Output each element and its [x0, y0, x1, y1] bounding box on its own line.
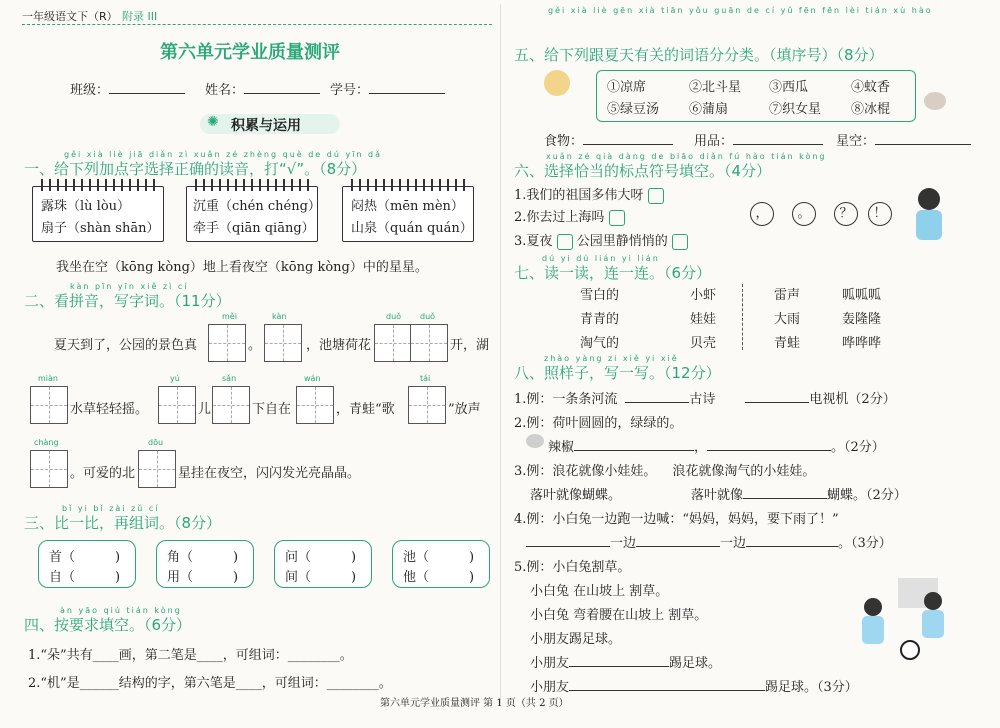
s8-q2-blank-2[interactable] [707, 450, 831, 451]
s2-py-duo1: duǒ [386, 312, 402, 321]
s8-q3-blank[interactable] [743, 498, 827, 499]
s3-card-1-close-1: ) [115, 550, 121, 565]
s3-card-3-close-1: ) [351, 550, 357, 565]
page-title: 第六单元学业质量测评 [160, 42, 340, 63]
s8-q3c: 落叶就像蝴蝶。 [530, 488, 622, 503]
s1-card-2-line-1[interactable]: 沉重（chén chéng） [193, 199, 321, 214]
s8-q5-blank-2[interactable] [569, 690, 765, 691]
id-field [330, 79, 445, 98]
s8-q2c: ， [694, 440, 708, 455]
s5-title: 五、给下列跟夏天有关的词语分分类。（填序号）（8分） [514, 46, 884, 64]
s8-title: 八、照样子，写一写。（12分） [514, 364, 721, 382]
chili-icon [526, 434, 544, 448]
s8-q3b: 浪花就像淘气的小娃娃。 [672, 464, 816, 479]
s7-left-3a[interactable]: 淘气的 [580, 336, 620, 351]
soccer-ball-icon [900, 640, 920, 660]
sun-icon: ✺ [207, 114, 219, 130]
s8-pinyin: zhào yàng zi xiě yi xiě [544, 354, 679, 363]
s6-q3-box-1[interactable] [557, 234, 573, 250]
s8-q5c: 小朋友踢足球。 [530, 632, 622, 647]
s1-card-3 [342, 186, 474, 242]
s6-mark-period: 。 [792, 202, 816, 226]
s2-text-2c: 下自在 [252, 402, 292, 417]
s2-py-dou: dōu [148, 438, 164, 447]
s8-q3e: 蝴蝶。（2分） [827, 488, 907, 503]
s7-left-2b[interactable]: 娃娃 [690, 312, 717, 327]
s6-q3b: 公园里静悄悄的 [576, 234, 668, 249]
s5-opt-7: ⑦织女星 [769, 102, 822, 117]
s7-right-1a[interactable]: 雷声 [774, 288, 801, 303]
s8-q3d: 落叶就像 [691, 488, 744, 503]
s2-box-tai[interactable] [408, 386, 446, 424]
s1-card-2 [186, 186, 321, 242]
s8-q5-blank-1[interactable] [569, 666, 669, 667]
s6-q2: 2.你去过上海吗 [514, 210, 605, 225]
s3-card-4-close-1: ) [469, 550, 475, 565]
subhead: 积累与运用 [231, 118, 301, 134]
s2-pinyin: kàn pīn yīn xiě zì cí [70, 282, 189, 291]
s8-q5f: 小朋友 [530, 680, 570, 695]
s8-q4-blank-2[interactable] [636, 546, 720, 547]
s8-q1-blank-1[interactable] [625, 402, 689, 403]
s2-py-wan: wán [304, 374, 321, 383]
s5-opt-3: ③西瓜 [769, 80, 809, 95]
s2-py-duo2: duǒ [420, 312, 436, 321]
s3-title: 三、比一比，再组词。（8分） [24, 514, 222, 532]
class-blank[interactable] [109, 93, 185, 94]
s5-opt-4: ④蚊香 [851, 80, 891, 95]
s4-title: 四、按要求填空。（6分） [24, 616, 192, 634]
footer: 第六单元学业质量测评 第 1 页（共 2 页） [380, 698, 569, 709]
boy-illustration-body [916, 210, 942, 240]
s3-card-1-line-2: 自（ [49, 570, 76, 585]
s2-text-1b: 。 [248, 338, 262, 353]
header-divider [22, 24, 492, 25]
s7-pinyin: dú yi dú lián yi lián [542, 254, 660, 263]
s2-box-dou[interactable] [138, 450, 176, 488]
s8-q5d: 小朋友 [530, 656, 570, 671]
s7-right-3a[interactable]: 青蛙 [774, 336, 801, 351]
s2-box-san[interactable] [212, 386, 250, 424]
s8-q5g: 踢足球。（3分） [765, 680, 858, 695]
s5-label-stars: 星空： [836, 134, 876, 149]
s2-box-mei[interactable] [208, 324, 246, 362]
s1-card-1-line-1[interactable]: 露珠（lù lòu） [41, 199, 131, 214]
s8-q4d: 。（3分） [838, 536, 892, 551]
s2-box-chang[interactable] [30, 450, 68, 488]
s2-box-duo2[interactable] [410, 324, 448, 362]
s1-card-3-line-2[interactable]: 山泉（quán quán） [351, 221, 473, 236]
s8-q4a: 4.例：小白兔一边跑一边喊：“妈妈，妈妈，要下雨了！” [514, 512, 839, 527]
s1-line[interactable]: 我坐在空（kōng kòng）地上看夜空（kōng kòng）中的星星。 [56, 260, 428, 275]
s3-card-4-close-2: ) [469, 570, 475, 585]
s5-label-food: 食物： [544, 134, 584, 149]
soccer-illustration [858, 578, 968, 668]
s8-q2d: 。（2分） [831, 440, 885, 455]
s5-opt-2: ②北斗星 [689, 80, 742, 95]
s3-pinyin: bǐ yi bǐ zài zǔ cí [62, 504, 160, 513]
s5-pinyin: gěi xià liè gēn xià tiān yǒu guān de cí yǔ fēn fēn lèi tián xù hào [548, 6, 933, 15]
s6-mark-comma: ， [750, 202, 774, 226]
s2-box-wan[interactable] [296, 386, 334, 424]
s8-q4-blank-1[interactable] [526, 546, 610, 547]
s2-py-yu: yú [170, 374, 180, 383]
s2-text-3b: 星挂在夜空，闪闪发光亮晶晶。 [178, 466, 361, 481]
s5-blank-food[interactable] [583, 144, 673, 145]
critter-illustration [924, 92, 946, 110]
s5-label-goods: 用品： [694, 134, 734, 149]
s2-box-yu[interactable] [158, 386, 196, 424]
s2-text-2e: ”放声 [448, 402, 481, 417]
s6-pinyin: xuǎn zé qià dàng de biāo diǎn fú hào tián kòng [546, 152, 827, 161]
name-blank[interactable] [244, 93, 320, 94]
s6-mark-exclaim: ！ [868, 202, 892, 226]
s6-q2-box[interactable] [609, 210, 625, 226]
s7-left-2a[interactable]: 青青的 [580, 312, 620, 327]
sun-illustration [544, 70, 570, 96]
name-label: 姓名： [205, 83, 245, 98]
s2-py-mei: měi [222, 312, 237, 321]
id-blank[interactable] [369, 93, 445, 94]
s2-text-1a: 夏天到了，公园的景色真 [54, 338, 198, 353]
class-label: 班级： [70, 83, 110, 98]
s8-q4c: 一边 [720, 536, 747, 551]
s3-card-3-close-2: ) [351, 570, 357, 585]
s5-opt-1: ①凉席 [607, 80, 647, 95]
s1-card-2-line-2[interactable]: 牵手（qiān qiāng） [193, 221, 315, 236]
s2-text-1d: 开，湖 [450, 338, 490, 353]
s2-text-2a: 水草轻轻摇。 [70, 402, 149, 417]
s6-mark-question: ？ [834, 202, 858, 226]
s8-q5b: 小白兔 弯着腰在山坡上 割草。 [530, 608, 708, 623]
s7-left-3b[interactable]: 贝壳 [690, 336, 717, 351]
s2-box-kan[interactable] [264, 324, 302, 362]
s2-text-3a: 。可爱的北 [70, 466, 136, 481]
s7-right-2a[interactable]: 大雨 [774, 312, 801, 327]
s4-q1[interactable]: 1.“朵”共有____画，第二笔是____，可组词：________。 [28, 648, 353, 663]
s8-q1-blank-2[interactable] [745, 402, 809, 403]
s2-text-2b: 儿 [198, 402, 212, 417]
s2-text-1c: ，池塘荷花 [306, 338, 372, 353]
s8-q1b: 古诗 [689, 392, 716, 407]
s6-q3-box-2[interactable] [672, 234, 688, 250]
s8-q5a: 小白兔 在山坡上 割草。 [530, 584, 669, 599]
s3-card-1-close-2: ) [115, 570, 121, 585]
s3-card-2-close-2: ) [233, 570, 239, 585]
s7-title: 七、读一读，连一连。（6分） [514, 264, 712, 282]
s2-py-san: sǎn [222, 374, 237, 383]
s7-left-1b[interactable]: 小虾 [690, 288, 717, 303]
s3-card-2 [156, 540, 254, 588]
s8-q2a: 2.例：荷叶圆圆的，绿绿的。 [514, 416, 683, 431]
s4-q2[interactable]: 2.“机”是______结构的字，第六笔是____，可组词：________。 [28, 676, 392, 691]
s7-right-2b[interactable]: 轰隆隆 [842, 312, 882, 327]
s8-q1c: 电视机（2分） [809, 392, 896, 407]
s7-right-3b[interactable]: 哗哗哗 [842, 336, 882, 351]
s6-q1-box[interactable] [648, 188, 664, 204]
s7-right-1b[interactable]: 呱呱呱 [842, 288, 882, 303]
s8-q1a: 1.例：一条条河流 [514, 392, 618, 407]
s6-q1: 1.我们的祖国多伟大呀 [514, 188, 644, 203]
s3-card-3 [274, 540, 372, 588]
s3-card-4 [392, 540, 490, 588]
s8-q3a: 3.例：浪花就像小娃娃。 [514, 464, 657, 479]
s1-title: 一、给下列加点字选择正确的读音，打“√”。（8分） [24, 160, 367, 178]
page-divider [500, 4, 501, 704]
s3-card-2-line-2: 用（ [167, 570, 194, 585]
s8-q4-blank-3[interactable] [746, 546, 838, 547]
s7-separator [742, 284, 743, 350]
s3-card-4-line-2: 他（ [403, 570, 430, 585]
s1-card-1 [32, 186, 164, 242]
name-field [205, 79, 320, 98]
s8-q5: 5.例：小白兔割草。 [514, 560, 631, 575]
s1-card-1-line-2[interactable]: 扇子（shàn shān） [41, 221, 160, 236]
s3-card-2-line-1: 角（ [167, 550, 194, 565]
s3-card-4-line-1: 池（ [403, 550, 430, 565]
class-field [70, 79, 185, 98]
s5-opt-8: ⑧冰棍 [851, 102, 891, 117]
s8-q4b: 一边 [610, 536, 637, 551]
header-grade: 一年级语文下（R） [22, 10, 118, 23]
s2-py-mian: miàn [38, 374, 58, 383]
s7-left-1a[interactable]: 雪白的 [580, 288, 620, 303]
s3-card-3-line-2: 间（ [285, 570, 312, 585]
s2-text-2d: ，青蛙“歌 [336, 402, 395, 417]
s2-box-duo1[interactable] [374, 324, 412, 362]
s4-pinyin: àn yāo qiú tián kòng [60, 606, 182, 615]
s5-blank-goods[interactable] [733, 144, 823, 145]
s5-opt-6: ⑥蒲扇 [689, 102, 729, 117]
s2-py-kan: kàn [272, 312, 287, 321]
header-appendix: 附录 III [122, 10, 158, 23]
s3-card-2-close-1: ) [233, 550, 239, 565]
s1-card-3-line-1[interactable]: 闷热（mēn mèn） [351, 199, 464, 214]
s3-card-1-line-1: 首（ [49, 550, 76, 565]
s1-pinyin: gěi xià liè jiā diǎn zì xuǎn zé zhèng què de dú yīn dǎ [64, 150, 383, 159]
s5-blank-stars[interactable] [875, 144, 971, 145]
s8-q5e: 踢足球。 [669, 656, 722, 671]
s2-py-chang: chàng [34, 438, 59, 447]
s6-q3a: 3.夏夜 [514, 234, 553, 249]
s2-py-tai: tái [420, 374, 431, 383]
s8-q2b: 辣椒 [548, 440, 575, 455]
boy-illustration [918, 188, 940, 210]
s3-card-1 [38, 540, 136, 588]
s5-options-box [596, 70, 916, 122]
s2-title: 二、看拼音，写字词。（11分） [24, 292, 231, 310]
id-label: 学号： [330, 83, 370, 98]
s8-q2-blank-1[interactable] [574, 450, 694, 451]
s6-title: 六、选择恰当的标点符号填空。（4分） [514, 162, 772, 180]
s3-card-3-line-1: 问（ [285, 550, 312, 565]
s2-box-mian[interactable] [30, 386, 68, 424]
s5-opt-5: ⑤绿豆汤 [607, 102, 660, 117]
